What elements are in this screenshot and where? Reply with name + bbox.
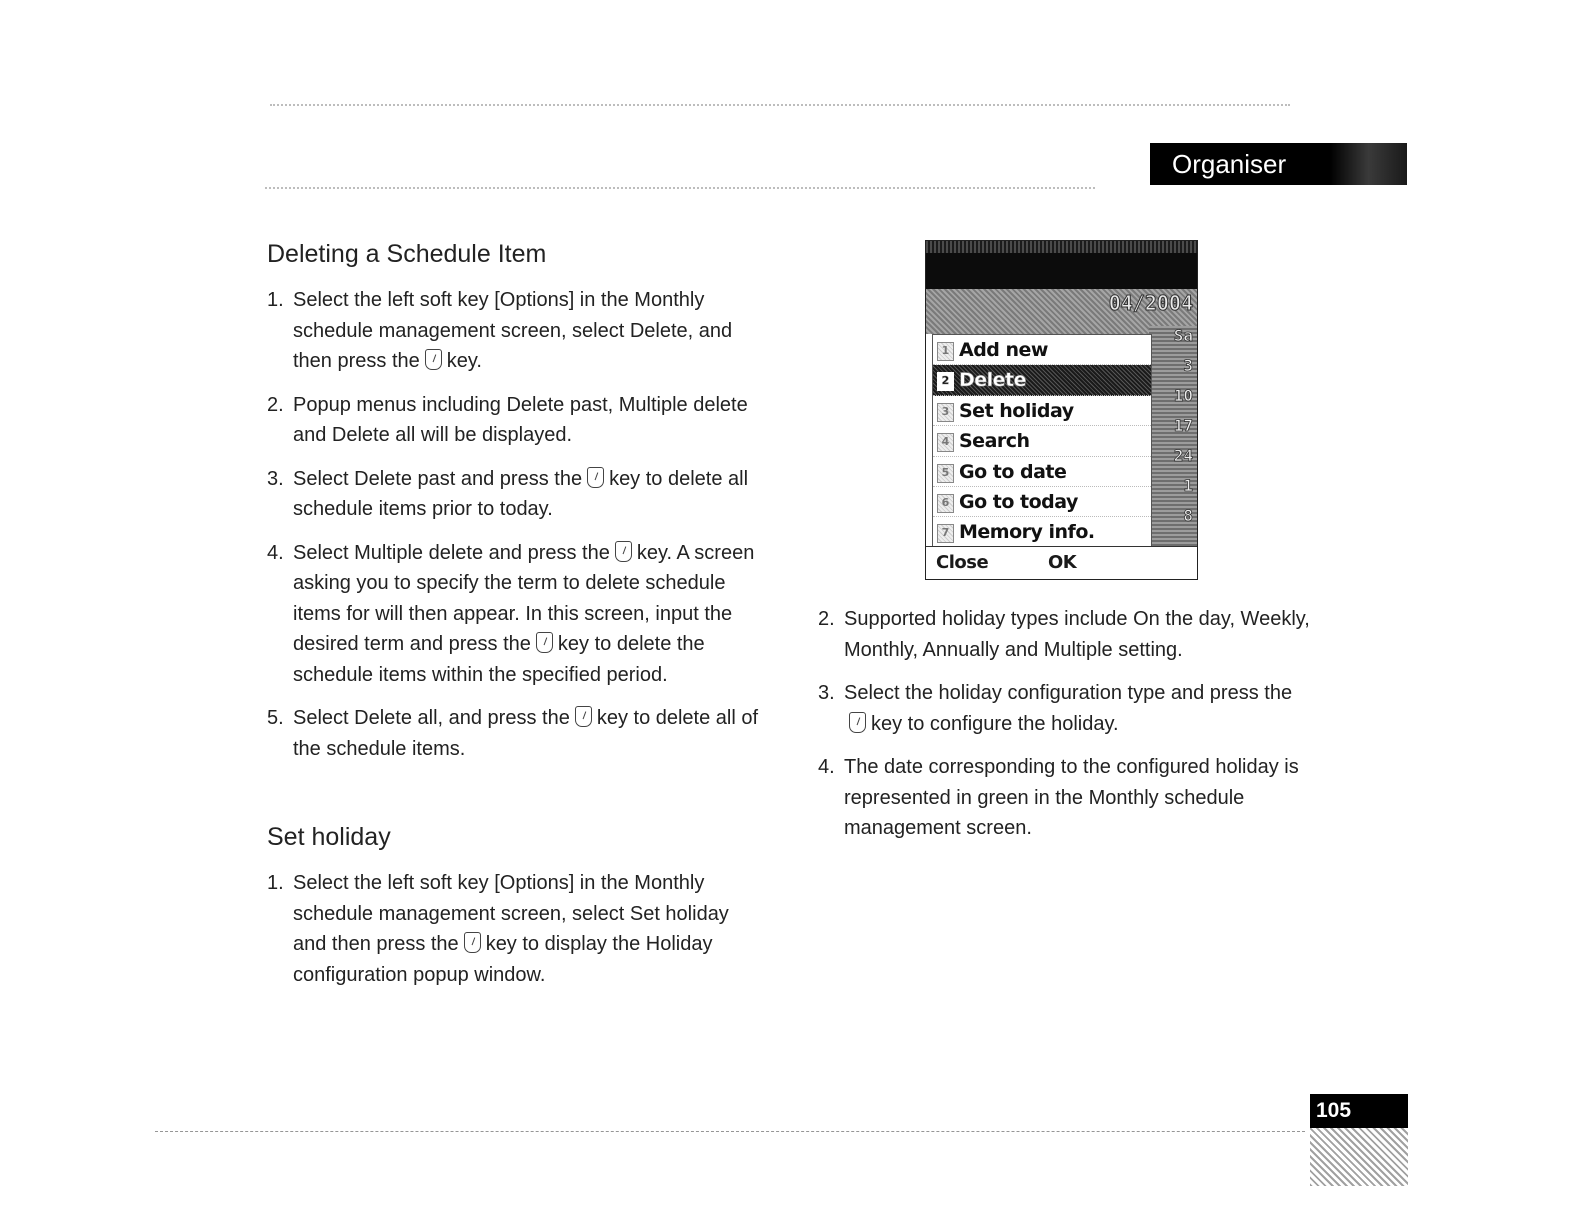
list-item <box>818 752 1318 844</box>
calendar-cell: Sa <box>1173 326 1193 345</box>
section-title: Organiser <box>1172 149 1287 179</box>
step-text: key to delete all schedule items prior to today. <box>293 467 749 520</box>
step-text: Select Delete all, and press the <box>293 707 570 729</box>
ok-key-icon <box>849 712 866 733</box>
menu-item-delete[interactable] <box>933 365 1151 395</box>
list-item <box>267 538 767 691</box>
list-item <box>267 868 767 990</box>
step-number: 5. <box>267 707 284 729</box>
list-item <box>267 390 767 451</box>
phone-screenshot <box>925 240 1198 580</box>
menu-number-icon: 6 <box>937 494 954 513</box>
menu-number-icon: 4 <box>937 433 954 452</box>
heading-deleting-schedule-item: Deleting a Schedule Item <box>267 240 547 268</box>
calendar-cell: 1 <box>1183 476 1193 495</box>
step-number: 1. <box>267 289 284 311</box>
menu-item-label: Add new <box>959 339 1048 361</box>
ok-key-icon <box>615 541 632 562</box>
ok-key-icon <box>536 632 553 653</box>
holiday-steps-list <box>818 604 1318 857</box>
menu-item-label: Go to date <box>959 460 1067 483</box>
step-text: key to display the Holiday configuration popup window. <box>293 933 713 986</box>
step-number: 4. <box>267 541 284 564</box>
menu-number-icon: 5 <box>937 464 954 483</box>
page-number: 105 <box>1310 1094 1408 1128</box>
step-text: key to delete the schedule items within the specified period. <box>293 633 705 686</box>
menu-number-icon: 1 <box>937 342 954 361</box>
footer-dashed-rule <box>155 1131 1305 1132</box>
menu-item-label: Set holiday <box>959 399 1074 422</box>
step-number: 2. <box>818 608 835 630</box>
list-item <box>267 703 767 764</box>
step-number: 3. <box>818 682 835 704</box>
list-item <box>267 464 767 525</box>
page-number-pattern <box>1310 1128 1408 1186</box>
phone-month-year: 04/2004 <box>1108 291 1193 315</box>
menu-item-label: Delete <box>959 369 1027 392</box>
list-item <box>818 604 1318 665</box>
step-text: key. <box>446 350 482 372</box>
calendar-cell: 10 <box>1173 386 1193 405</box>
menu-item-label: Go to today <box>959 490 1078 513</box>
ok-key-icon <box>464 932 481 953</box>
list-item <box>818 678 1318 739</box>
step-number: 4. <box>818 756 835 778</box>
step-text: Select the left soft key [Options] in the Monthly schedule management screen, select Delete, and then press the <box>293 289 733 372</box>
menu-item-memory-info[interactable] <box>933 517 1151 547</box>
ok-key-icon <box>587 467 604 488</box>
step-number: 2. <box>267 393 284 416</box>
menu-item-label: Search <box>959 430 1030 453</box>
menu-number-icon: 2 <box>937 372 954 391</box>
calendar-cell: 17 <box>1173 416 1193 435</box>
menu-item-go-to-date[interactable] <box>933 457 1151 487</box>
step-text: The date corresponding to the configured holiday is represented in green in the Monthly schedule management screen. <box>844 756 1299 839</box>
menu-item-search[interactable] <box>933 426 1151 456</box>
step-text: Select the holiday configuration type and press the <box>844 682 1293 704</box>
list-item <box>267 285 767 377</box>
options-popup-menu <box>932 334 1152 547</box>
step-text: Select the left soft key [Options] in the Monthly schedule management screen, select Set holiday and then press the <box>293 872 729 955</box>
menu-item-label: Memory info. <box>959 521 1095 544</box>
step-text: key. A screen asking you to specify the term to delete schedule items for will then appear. In this screen, input the desired term and press the <box>293 541 755 655</box>
section-tab <box>1150 143 1407 185</box>
step-text: Select Delete past and press the <box>293 467 583 490</box>
heading-set-holiday: Set holiday <box>267 823 391 851</box>
menu-item-add-new[interactable] <box>933 335 1151 365</box>
soft-key-bar <box>926 546 1197 579</box>
calendar-cell: 8 <box>1183 506 1193 525</box>
menu-item-set-holiday[interactable] <box>933 396 1151 426</box>
menu-number-icon: 7 <box>937 524 954 543</box>
step-text: key to delete all of the schedule items. <box>293 707 759 760</box>
close-soft-key[interactable]: Close <box>936 552 989 573</box>
calendar-cell: 24 <box>1173 446 1193 465</box>
header-dotted-rule <box>265 187 1095 189</box>
step-text: key to configure the holiday. <box>871 712 1119 735</box>
header-dotted-rule <box>270 104 1290 106</box>
step-text: Supported holiday types include On the day, Weekly, Monthly, Annually and Multiple setting. <box>844 608 1310 661</box>
phone-calendar-column <box>1149 326 1197 546</box>
ok-key-icon <box>425 349 442 370</box>
step-number: 1. <box>267 872 284 894</box>
step-text: Popup menus including Delete past, Multiple delete and Delete all will be displayed. <box>293 393 748 446</box>
menu-number-icon: 3 <box>937 403 954 422</box>
calendar-cell: 3 <box>1183 356 1193 375</box>
ok-key-icon <box>575 706 592 727</box>
menu-item-go-to-today[interactable] <box>933 487 1151 517</box>
phone-title-bar <box>926 241 1197 289</box>
step-text: Select Multiple delete and press the <box>293 541 610 564</box>
step-number: 3. <box>267 467 284 490</box>
delete-steps-list <box>267 285 767 777</box>
ok-soft-key[interactable]: OK <box>1048 552 1077 573</box>
set-holiday-steps-list <box>267 868 767 1003</box>
